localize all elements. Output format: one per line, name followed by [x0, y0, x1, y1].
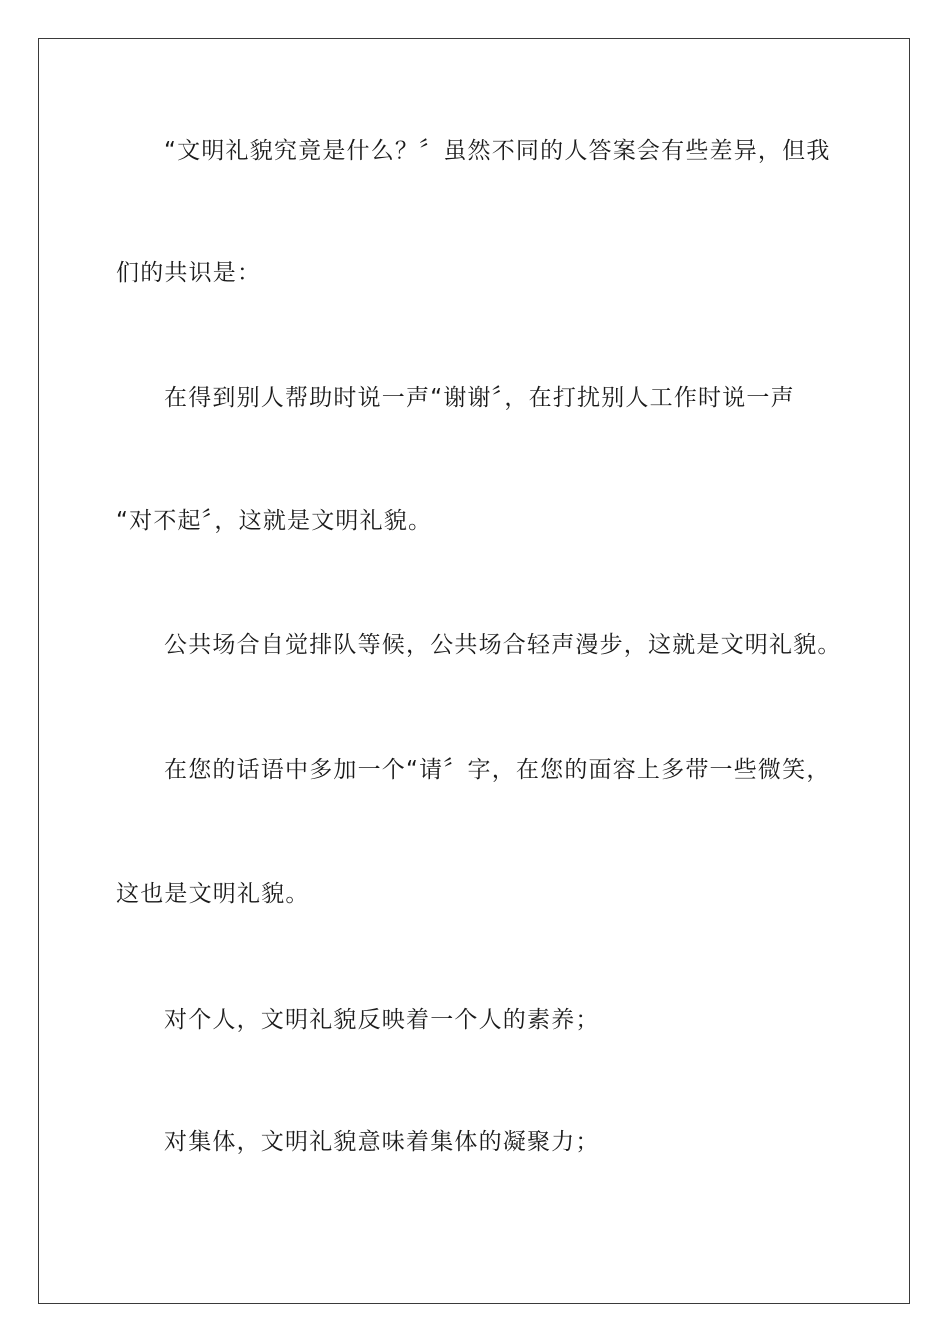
- paragraph-2-line-2: “对不起〞，这就是文明礼貌。: [116, 508, 433, 534]
- paragraph-4-line-2: 这也是文明礼貌。: [116, 881, 310, 907]
- paragraph-5-line-1: 对个人，文明礼貌反映着一个人的素养；: [164, 1007, 600, 1033]
- paragraph-4-line-1: 在您的话语中多加一个“请〞字，在您的面容上多带一些微笑，: [164, 757, 831, 783]
- paragraph-1-line-1: “文明礼貌究竟是什么？〞虽然不同的人答案会有些差异，但我: [164, 138, 831, 164]
- paragraph-2-line-1: 在得到别人帮助时说一声“谢谢〞，在打扰别人工作时说一声: [164, 385, 795, 411]
- paragraph-1-line-2: 们的共识是：: [116, 260, 262, 286]
- paragraph-3-line-1: 公共场合自觉排队等候，公共场合轻声漫步，这就是文明礼貌。: [164, 632, 842, 658]
- page-border: [38, 38, 910, 1304]
- paragraph-6-line-1: 对集体，文明礼貌意味着集体的凝聚力；: [164, 1129, 600, 1155]
